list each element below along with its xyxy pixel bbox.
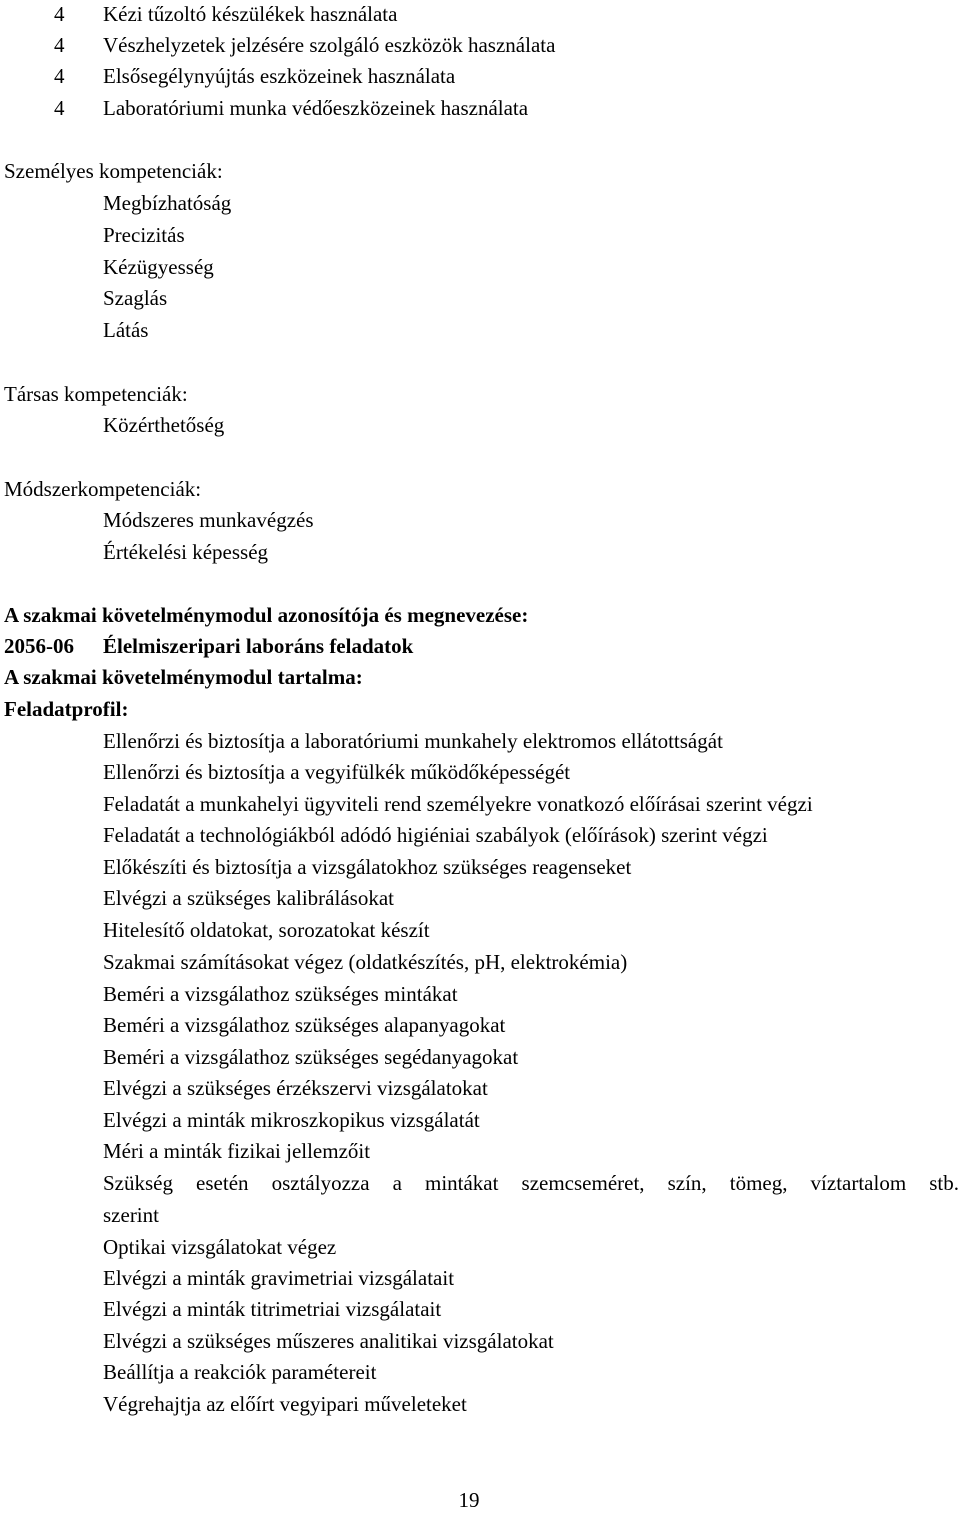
item-number: 4 bbox=[54, 2, 65, 26]
item-number: 4 bbox=[54, 33, 65, 57]
task-item: Előkészíti és biztosítja a vizsgálatokhoz szükséges reagenseket bbox=[103, 855, 632, 879]
module-id-heading: A szakmai követelménymodul azonosítója és megnevezése: bbox=[4, 603, 529, 627]
list-item: Látás bbox=[103, 318, 149, 342]
module-code: 2056-06 bbox=[4, 634, 74, 658]
task-item: Hitelesítő oldatokat, sorozatokat készít bbox=[103, 918, 430, 942]
section-heading-personal: Személyes kompetenciák: bbox=[4, 159, 223, 183]
module-code-line bbox=[4, 633, 414, 659]
item-number: 4 bbox=[54, 96, 65, 120]
task-item: Ellenőrzi és biztosítja a laboratóriumi munkahely elektromos ellátottságát bbox=[103, 729, 723, 753]
task-item-long: Szükség esetén osztályozza a mintákat szemcseméret, szín, tömeg, víztartalom stb. bbox=[103, 1171, 959, 1195]
section-heading-social: Társas kompetenciák: bbox=[4, 382, 188, 406]
task-item: Beméri a vizsgálathoz szükséges mintákat bbox=[103, 982, 458, 1006]
task-item: Méri a minták fizikai jellemzőit bbox=[103, 1139, 371, 1163]
task-item: Elvégzi a szükséges érzékszervi vizsgálatokat bbox=[103, 1076, 488, 1100]
task-item: Beméri a vizsgálathoz szükséges alapanyagokat bbox=[103, 1013, 506, 1037]
list-item: Kézügyesség bbox=[103, 255, 214, 279]
task-item: Elvégzi a minták titrimetriai vizsgálatait bbox=[103, 1297, 442, 1321]
task-item: Elvégzi a szükséges kalibrálásokat bbox=[103, 886, 394, 910]
item-text: Laboratóriumi munka védőeszközeinek használata bbox=[103, 96, 529, 120]
task-item-long-cont: szerint bbox=[103, 1203, 159, 1227]
module-content-heading: A szakmai követelménymodul tartalma: bbox=[4, 665, 363, 689]
module-name: Élelmiszeripari laboráns feladatok bbox=[103, 634, 414, 658]
section-heading-method: Módszerkompetenciák: bbox=[4, 477, 202, 501]
item-number: 4 bbox=[54, 64, 65, 88]
task-item: Ellenőrzi és biztosítja a vegyifülkék működőképességét bbox=[103, 760, 571, 784]
task-item: Végrehajtja az előírt vegyipari műveleteket bbox=[103, 1392, 467, 1416]
profile-heading: Feladatprofil: bbox=[4, 697, 129, 721]
task-item: Elvégzi a szükséges műszeres analitikai vizsgálatokat bbox=[103, 1329, 554, 1353]
list-item: Módszeres munkavégzés bbox=[103, 508, 314, 532]
list-item: Szaglás bbox=[103, 286, 168, 310]
list-item: Precizitás bbox=[103, 223, 185, 247]
item-text: Vészhelyzetek jelzésére szolgáló eszközök használata bbox=[103, 33, 556, 57]
item-text: Elsősegélynyújtás eszközeinek használata bbox=[103, 64, 456, 88]
list-item: Értékelési képesség bbox=[103, 540, 269, 564]
item-text: Kézi tűzoltó készülékek használata bbox=[103, 2, 398, 26]
task-item: Feladatát a munkahelyi ügyviteli rend személyekre vonatkozó előírásai szerint végzi bbox=[103, 792, 813, 816]
task-item: Szakmai számításokat végez (oldatkészítés, pH, elektrokémia) bbox=[103, 950, 628, 974]
task-item: Feladatát a technológiákból adódó higiéniai szabályok (előírások) szerint végzi bbox=[103, 823, 768, 847]
task-item: Elvégzi a minták gravimetriai vizsgálatait bbox=[103, 1266, 455, 1290]
list-item: Megbízhatóság bbox=[103, 191, 232, 215]
task-item: Beállítja a reakciók paramétereit bbox=[103, 1360, 377, 1384]
task-item: Beméri a vizsgálathoz szükséges segédanyagokat bbox=[103, 1045, 519, 1069]
task-item: Elvégzi a minták mikroszkopikus vizsgálatát bbox=[103, 1108, 480, 1132]
list-item: Közérthetőség bbox=[103, 413, 225, 437]
page-number: 19 bbox=[458, 1488, 480, 1512]
task-item: Optikai vizsgálatokat végez bbox=[103, 1235, 337, 1259]
